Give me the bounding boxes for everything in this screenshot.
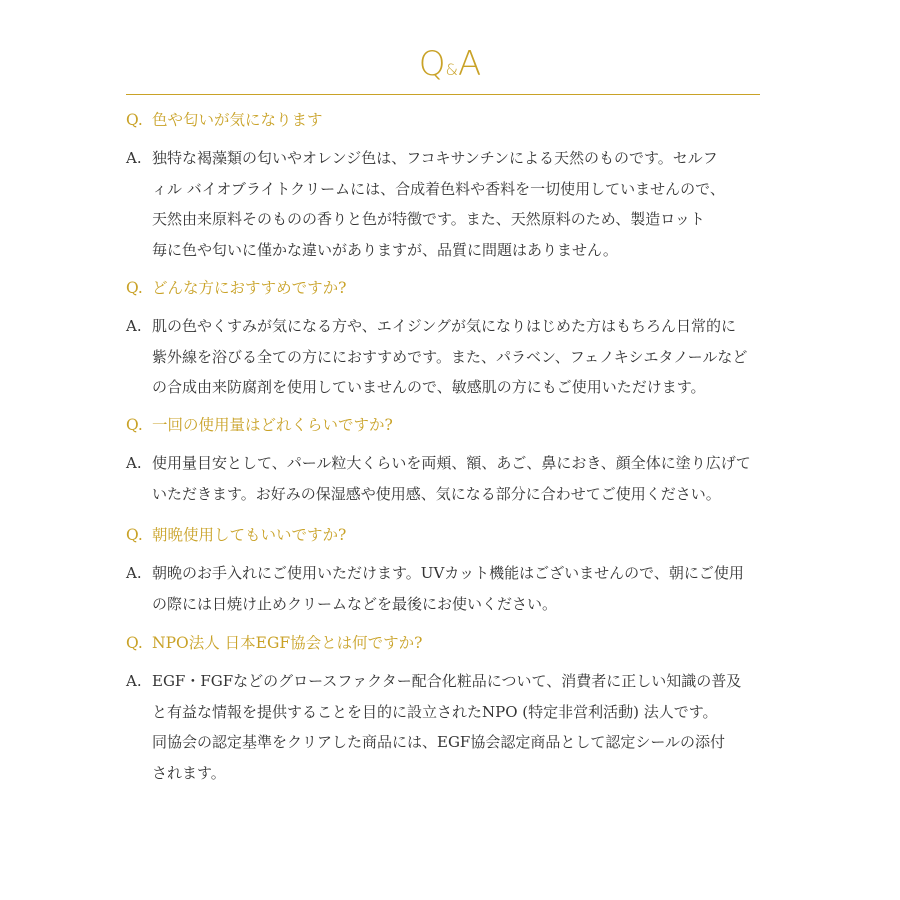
- answer-prefix: A.: [126, 149, 142, 167]
- answer-line: されます。: [152, 763, 226, 782]
- title-divider: [126, 94, 760, 95]
- question-row: [126, 105, 776, 135]
- answer-prefix: A.: [126, 672, 142, 690]
- faq-item-morning-night: [126, 520, 776, 619]
- answer-block: [126, 558, 776, 619]
- question-text: 朝晩使用してもいいですか?: [152, 526, 347, 544]
- answer-line: 紫外線を浴びる全ての方ににおすすめです。また、パラベン、フェノキシエタノールなど: [152, 347, 748, 366]
- answer-block: [126, 143, 776, 265]
- answer-line: ィル バイオブライトクリームには、合成着色料や香料を一切使用していませんので、: [152, 179, 725, 198]
- question-prefix: Q.: [126, 279, 143, 297]
- answer-block: [126, 666, 776, 788]
- answer-line: の際には日焼け止めクリームなどを最後にお使いください。: [152, 594, 558, 613]
- answer-line: 毎に色や匂いに僅かな違いがありますが、品質に問題はありません。: [152, 240, 618, 259]
- question-row: [126, 628, 776, 658]
- answer-line: 肌の色やくすみが気になる方や、エイジングが気になりはじめた方はもちろん日常的に: [152, 317, 737, 335]
- faq-item-color-smell: [126, 105, 776, 265]
- page-title: [0, 44, 900, 90]
- question-prefix: Q.: [126, 111, 143, 129]
- question-prefix: Q.: [126, 416, 143, 434]
- faq-item-usage-amount: [126, 410, 776, 509]
- question-text: 一回の使用量はどれくらいですか?: [152, 416, 393, 434]
- question-row: [126, 520, 776, 550]
- answer-line: の合成由来防腐剤を使用していませんので、敏感肌の方にもご使用いただけます。: [152, 378, 706, 396]
- answer-line: いただきます。お好みの保湿感や使用感、気になる部分に合わせてご使用ください。: [152, 484, 721, 503]
- answer-block: [126, 311, 776, 403]
- answer-line: 同協会の認定基準をクリアした商品には、EGF協会認定商品として認定シールの添付: [152, 733, 726, 751]
- title-a: A: [457, 44, 482, 84]
- answer-line: EGF・FGFなどのグロースファクター配合化粧品について、消費者に正しい知識の普及: [152, 672, 742, 690]
- answer-prefix: A.: [126, 317, 142, 335]
- answer-prefix: A.: [126, 564, 142, 582]
- answer-line: 使用量目安として、パール粒大くらいを両頬、額、あご、鼻におき、顔全体に塗り広げて: [152, 454, 751, 472]
- title-q: Q: [418, 44, 446, 84]
- question-text: どんな方におすすめですか?: [152, 279, 347, 297]
- answer-line: 天然由来原料そのものの香りと色が特徴です。また、天然原料のため、製造ロット: [152, 210, 705, 228]
- title-ampersand: &: [445, 60, 458, 79]
- question-row: [126, 273, 776, 303]
- question-text: NPO法人 日本EGF協会とは何ですか?: [152, 634, 423, 652]
- faq-item-recommended-for: [126, 273, 776, 403]
- answer-line: と有益な情報を提供することを目的に設立されたNPO (特定非営利活動) 法人です。: [152, 702, 718, 721]
- answer-block: [126, 448, 776, 509]
- answer-prefix: A.: [126, 454, 142, 472]
- answer-line: 独特な褐藻類の匂いやオレンジ色は、フコキサンチンによる天然のものです。セルフ: [152, 149, 718, 167]
- question-text: 色や匂いが気になります: [152, 111, 323, 129]
- faq-item-egf-association: [126, 628, 776, 788]
- question-row: [126, 410, 776, 440]
- answer-line: 朝晩のお手入れにご使用いただけます。UVカット機能はございませんので、朝にご使用: [152, 564, 744, 582]
- question-prefix: Q.: [126, 526, 143, 544]
- question-prefix: Q.: [126, 634, 143, 652]
